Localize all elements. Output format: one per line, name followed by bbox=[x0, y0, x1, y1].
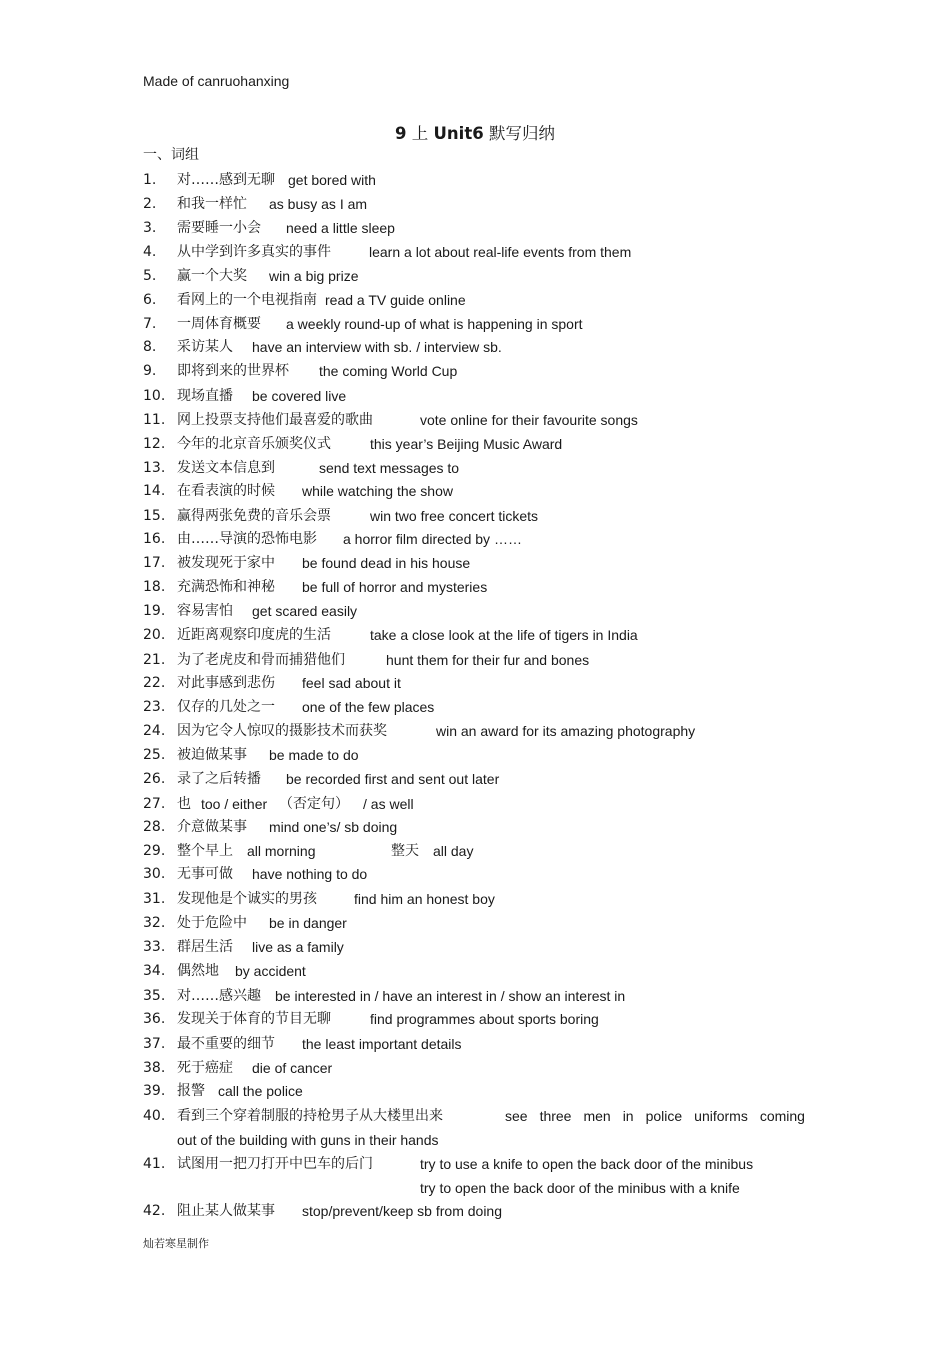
chinese-phrase: 偶然地 bbox=[177, 963, 219, 979]
english-phrase: a weekly round-up of what is happening in sport bbox=[286, 316, 583, 332]
item-number: 9. bbox=[143, 363, 157, 379]
item-number: 30. bbox=[143, 866, 166, 882]
chinese-phrase: 现场直播 bbox=[177, 388, 233, 404]
chinese-phrase: 群居生活 bbox=[177, 939, 233, 955]
title-suffix: 默写归纳 bbox=[488, 124, 555, 143]
chinese-phrase: 需要睡一小会 bbox=[177, 220, 261, 236]
chinese-phrase: 被迫做某事 bbox=[177, 747, 247, 763]
english-phrase: stop/prevent/keep sb from doing bbox=[302, 1203, 503, 1219]
english-phrase: a horror film directed by …… bbox=[343, 531, 522, 547]
item-number: 6. bbox=[143, 292, 157, 308]
item-number: 26. bbox=[143, 771, 166, 787]
item-number: 31. bbox=[143, 891, 166, 907]
english-word: coming bbox=[759, 1108, 805, 1124]
english-phrase: be full of horror and mysteries bbox=[302, 579, 488, 595]
chinese-phrase: 死于癌症 bbox=[177, 1060, 233, 1076]
english-phrase: all morning bbox=[247, 843, 316, 859]
item-number: 25. bbox=[143, 747, 166, 763]
chinese-phrase: 网上投票支持他们最喜爱的歌曲 bbox=[177, 412, 373, 428]
english-phrase: as busy as I am bbox=[269, 196, 368, 212]
english-phrase: win an award for its amazing photography bbox=[436, 723, 696, 739]
chinese-phrase: 赢一个大奖 bbox=[177, 268, 247, 284]
chinese-phrase: 看网上的一个电视指南 bbox=[177, 292, 317, 308]
chinese-phrase: 近距离观察印度虎的生活 bbox=[177, 627, 331, 643]
item-number: 3. bbox=[143, 220, 157, 236]
chinese-phrase: 充满恐怖和神秘 bbox=[177, 579, 275, 595]
chinese-phrase: 被发现死于家中 bbox=[177, 555, 275, 571]
item-number: 34. bbox=[143, 963, 166, 979]
english-phrase: while watching the show bbox=[302, 483, 453, 499]
item-number: 39. bbox=[143, 1083, 166, 1099]
english-word: men bbox=[583, 1108, 611, 1124]
item-number: 29. bbox=[143, 843, 166, 859]
chinese-phrase: 阻止某人做某事 bbox=[177, 1203, 275, 1219]
english-phrase: have nothing to do bbox=[252, 866, 368, 882]
english-phrase: be made to do bbox=[269, 747, 359, 763]
chinese-phrase: 介意做某事 bbox=[177, 819, 247, 835]
chinese-phrase: 报警 bbox=[177, 1083, 205, 1099]
item-number: 23. bbox=[143, 699, 166, 715]
english-word: in bbox=[622, 1108, 634, 1124]
item-number: 19. bbox=[143, 603, 166, 619]
chinese-phrase: 仅存的几处之一 bbox=[177, 699, 275, 715]
english-phrase: vote online for their favourite songs bbox=[420, 412, 638, 428]
item-number: 17. bbox=[143, 555, 166, 571]
english-phrase: win a big prize bbox=[269, 268, 359, 284]
english-phrase: mind one’s/ sb doing bbox=[269, 819, 398, 835]
english-phrase: have an interview with sb. / interview sb. bbox=[252, 339, 502, 355]
item-number: 36. bbox=[143, 1011, 166, 1027]
item-number: 24. bbox=[143, 723, 166, 739]
item-number: 22. bbox=[143, 675, 166, 691]
document-title bbox=[0, 120, 950, 144]
item-number: 20. bbox=[143, 627, 166, 643]
english-phrase: be interested in / have an interest in / show an interest in bbox=[275, 988, 626, 1004]
item-number: 11. bbox=[143, 412, 166, 428]
english-word: police bbox=[645, 1108, 683, 1124]
english-phrase: be covered live bbox=[252, 388, 347, 404]
item-number: 4. bbox=[143, 244, 157, 260]
english-phrase: call the police bbox=[218, 1083, 303, 1099]
chinese-phrase: 由……导演的恐怖电影 bbox=[177, 531, 317, 547]
english-phrase: be found dead in his house bbox=[302, 555, 471, 571]
english-phrase: be recorded first and sent out later bbox=[286, 771, 500, 787]
chinese-phrase: 录了之后转播 bbox=[177, 771, 261, 787]
chinese-phrase: 最不重要的细节 bbox=[177, 1036, 275, 1052]
section-heading: 一、词组 bbox=[143, 147, 199, 163]
english-word: uniforms bbox=[694, 1108, 748, 1124]
chinese-phrase: 在看表演的时候 bbox=[177, 483, 275, 499]
chinese-phrase: 从中学到许多真实的事件 bbox=[177, 244, 331, 260]
chinese-phrase: 发现他是个诚实的男孩 bbox=[177, 891, 317, 907]
english-phrase: die of cancer bbox=[252, 1060, 333, 1076]
english-phrase: live as a family bbox=[252, 939, 344, 955]
item-number: 14. bbox=[143, 483, 166, 499]
chinese-phrase: 一周体育概要 bbox=[177, 316, 261, 332]
title-unit: Unit6 bbox=[433, 124, 484, 143]
english-phrase: the least important details bbox=[302, 1036, 462, 1052]
footer-note: 灿若寒星制作 bbox=[143, 1237, 209, 1250]
chinese-phrase: 赢得两张免费的音乐会票 bbox=[177, 508, 331, 524]
header-note: Made of canruohanxing bbox=[143, 73, 290, 89]
english-phrase: feel sad about it bbox=[302, 675, 401, 691]
chinese-note: 整天 bbox=[391, 843, 419, 859]
english-phrase: by accident bbox=[235, 963, 306, 979]
english-phrase: find him an honest boy bbox=[354, 891, 495, 907]
chinese-phrase: 也 bbox=[177, 796, 191, 812]
english-phrase: try to use a knife to open the back door of the minibus bbox=[420, 1156, 754, 1172]
item-number: 40. bbox=[143, 1108, 166, 1124]
english-phrase: win two free concert tickets bbox=[370, 508, 539, 524]
chinese-phrase: 即将到来的世界杯 bbox=[177, 363, 289, 379]
chinese-phrase: 因为它令人惊叹的摄影技术而获奖 bbox=[177, 723, 387, 739]
title-term: 上 bbox=[411, 124, 429, 143]
english-phrase: send text messages to bbox=[319, 460, 460, 476]
chinese-phrase: 发现关于体育的节目无聊 bbox=[177, 1011, 331, 1027]
item-number: 13. bbox=[143, 460, 166, 476]
item-number: 27. bbox=[143, 796, 166, 812]
chinese-phrase: 看到三个穿着制服的持枪男子从大楼里出来 bbox=[177, 1108, 443, 1124]
chinese-phrase: 和我一样忙 bbox=[177, 196, 247, 212]
chinese-phrase: 整个早上 bbox=[177, 843, 233, 859]
item-number: 28. bbox=[143, 819, 166, 835]
chinese-phrase: 试图用一把刀打开中巴车的后门 bbox=[177, 1156, 373, 1172]
item-number: 41. bbox=[143, 1156, 166, 1172]
item-number: 32. bbox=[143, 915, 166, 931]
item-number: 33. bbox=[143, 939, 166, 955]
item-number: 21. bbox=[143, 652, 166, 668]
item-number: 38. bbox=[143, 1060, 166, 1076]
english-phrase-alt: / as well bbox=[363, 796, 414, 812]
english-phrase: be in danger bbox=[269, 915, 347, 931]
english-phrase: get bored with bbox=[288, 172, 376, 188]
item-number: 12. bbox=[143, 436, 166, 452]
english-phrase-continued: try to open the back door of the minibus with a knife bbox=[420, 1180, 740, 1196]
chinese-note: （否定句） bbox=[279, 796, 349, 812]
item-number: 18. bbox=[143, 579, 166, 595]
item-number: 7. bbox=[143, 316, 157, 332]
item-number: 1. bbox=[143, 172, 157, 188]
item-number: 15. bbox=[143, 508, 166, 524]
chinese-phrase: 对……感到无聊 bbox=[177, 172, 275, 188]
english-phrase: find programmes about sports boring bbox=[370, 1011, 599, 1027]
chinese-phrase: 对……感兴趣 bbox=[177, 988, 261, 1004]
english-phrase bbox=[505, 1104, 805, 1128]
item-number: 10. bbox=[143, 388, 166, 404]
english-phrase: the coming World Cup bbox=[319, 363, 458, 379]
chinese-phrase: 为了老虎皮和骨而捕猎他们 bbox=[177, 652, 345, 668]
chinese-phrase: 对此事感到悲伤 bbox=[177, 675, 275, 691]
english-phrase: learn a lot about real-life events from them bbox=[369, 244, 632, 260]
english-phrase: one of the few places bbox=[302, 699, 435, 715]
english-phrase: too / either bbox=[201, 796, 268, 812]
english-phrase-alt: all day bbox=[433, 843, 474, 859]
chinese-phrase: 处于危险中 bbox=[177, 915, 247, 931]
item-number: 2. bbox=[143, 196, 157, 212]
english-phrase-continued: out of the building with guns in their hands bbox=[177, 1132, 439, 1148]
title-grade: 9 bbox=[395, 124, 407, 143]
chinese-phrase: 容易害怕 bbox=[177, 603, 233, 619]
english-word: see bbox=[505, 1108, 528, 1124]
item-number: 35. bbox=[143, 988, 166, 1004]
english-phrase: this year’s Beijing Music Award bbox=[370, 436, 563, 452]
english-phrase: read a TV guide online bbox=[325, 292, 466, 308]
english-phrase: hunt them for their fur and bones bbox=[386, 652, 590, 668]
english-phrase: need a little sleep bbox=[286, 220, 395, 236]
chinese-phrase: 今年的北京音乐颁奖仪式 bbox=[177, 436, 331, 452]
item-number: 16. bbox=[143, 531, 166, 547]
item-number: 42. bbox=[143, 1203, 166, 1219]
item-number: 5. bbox=[143, 268, 157, 284]
english-word: three bbox=[539, 1108, 572, 1124]
chinese-phrase: 发送文本信息到 bbox=[177, 460, 275, 476]
english-phrase: take a close look at the life of tigers in India bbox=[370, 627, 638, 643]
chinese-phrase: 采访某人 bbox=[177, 339, 233, 355]
item-number: 37. bbox=[143, 1036, 166, 1052]
english-phrase: get scared easily bbox=[252, 603, 358, 619]
chinese-phrase: 无事可做 bbox=[177, 866, 233, 882]
item-number: 8. bbox=[143, 339, 157, 355]
